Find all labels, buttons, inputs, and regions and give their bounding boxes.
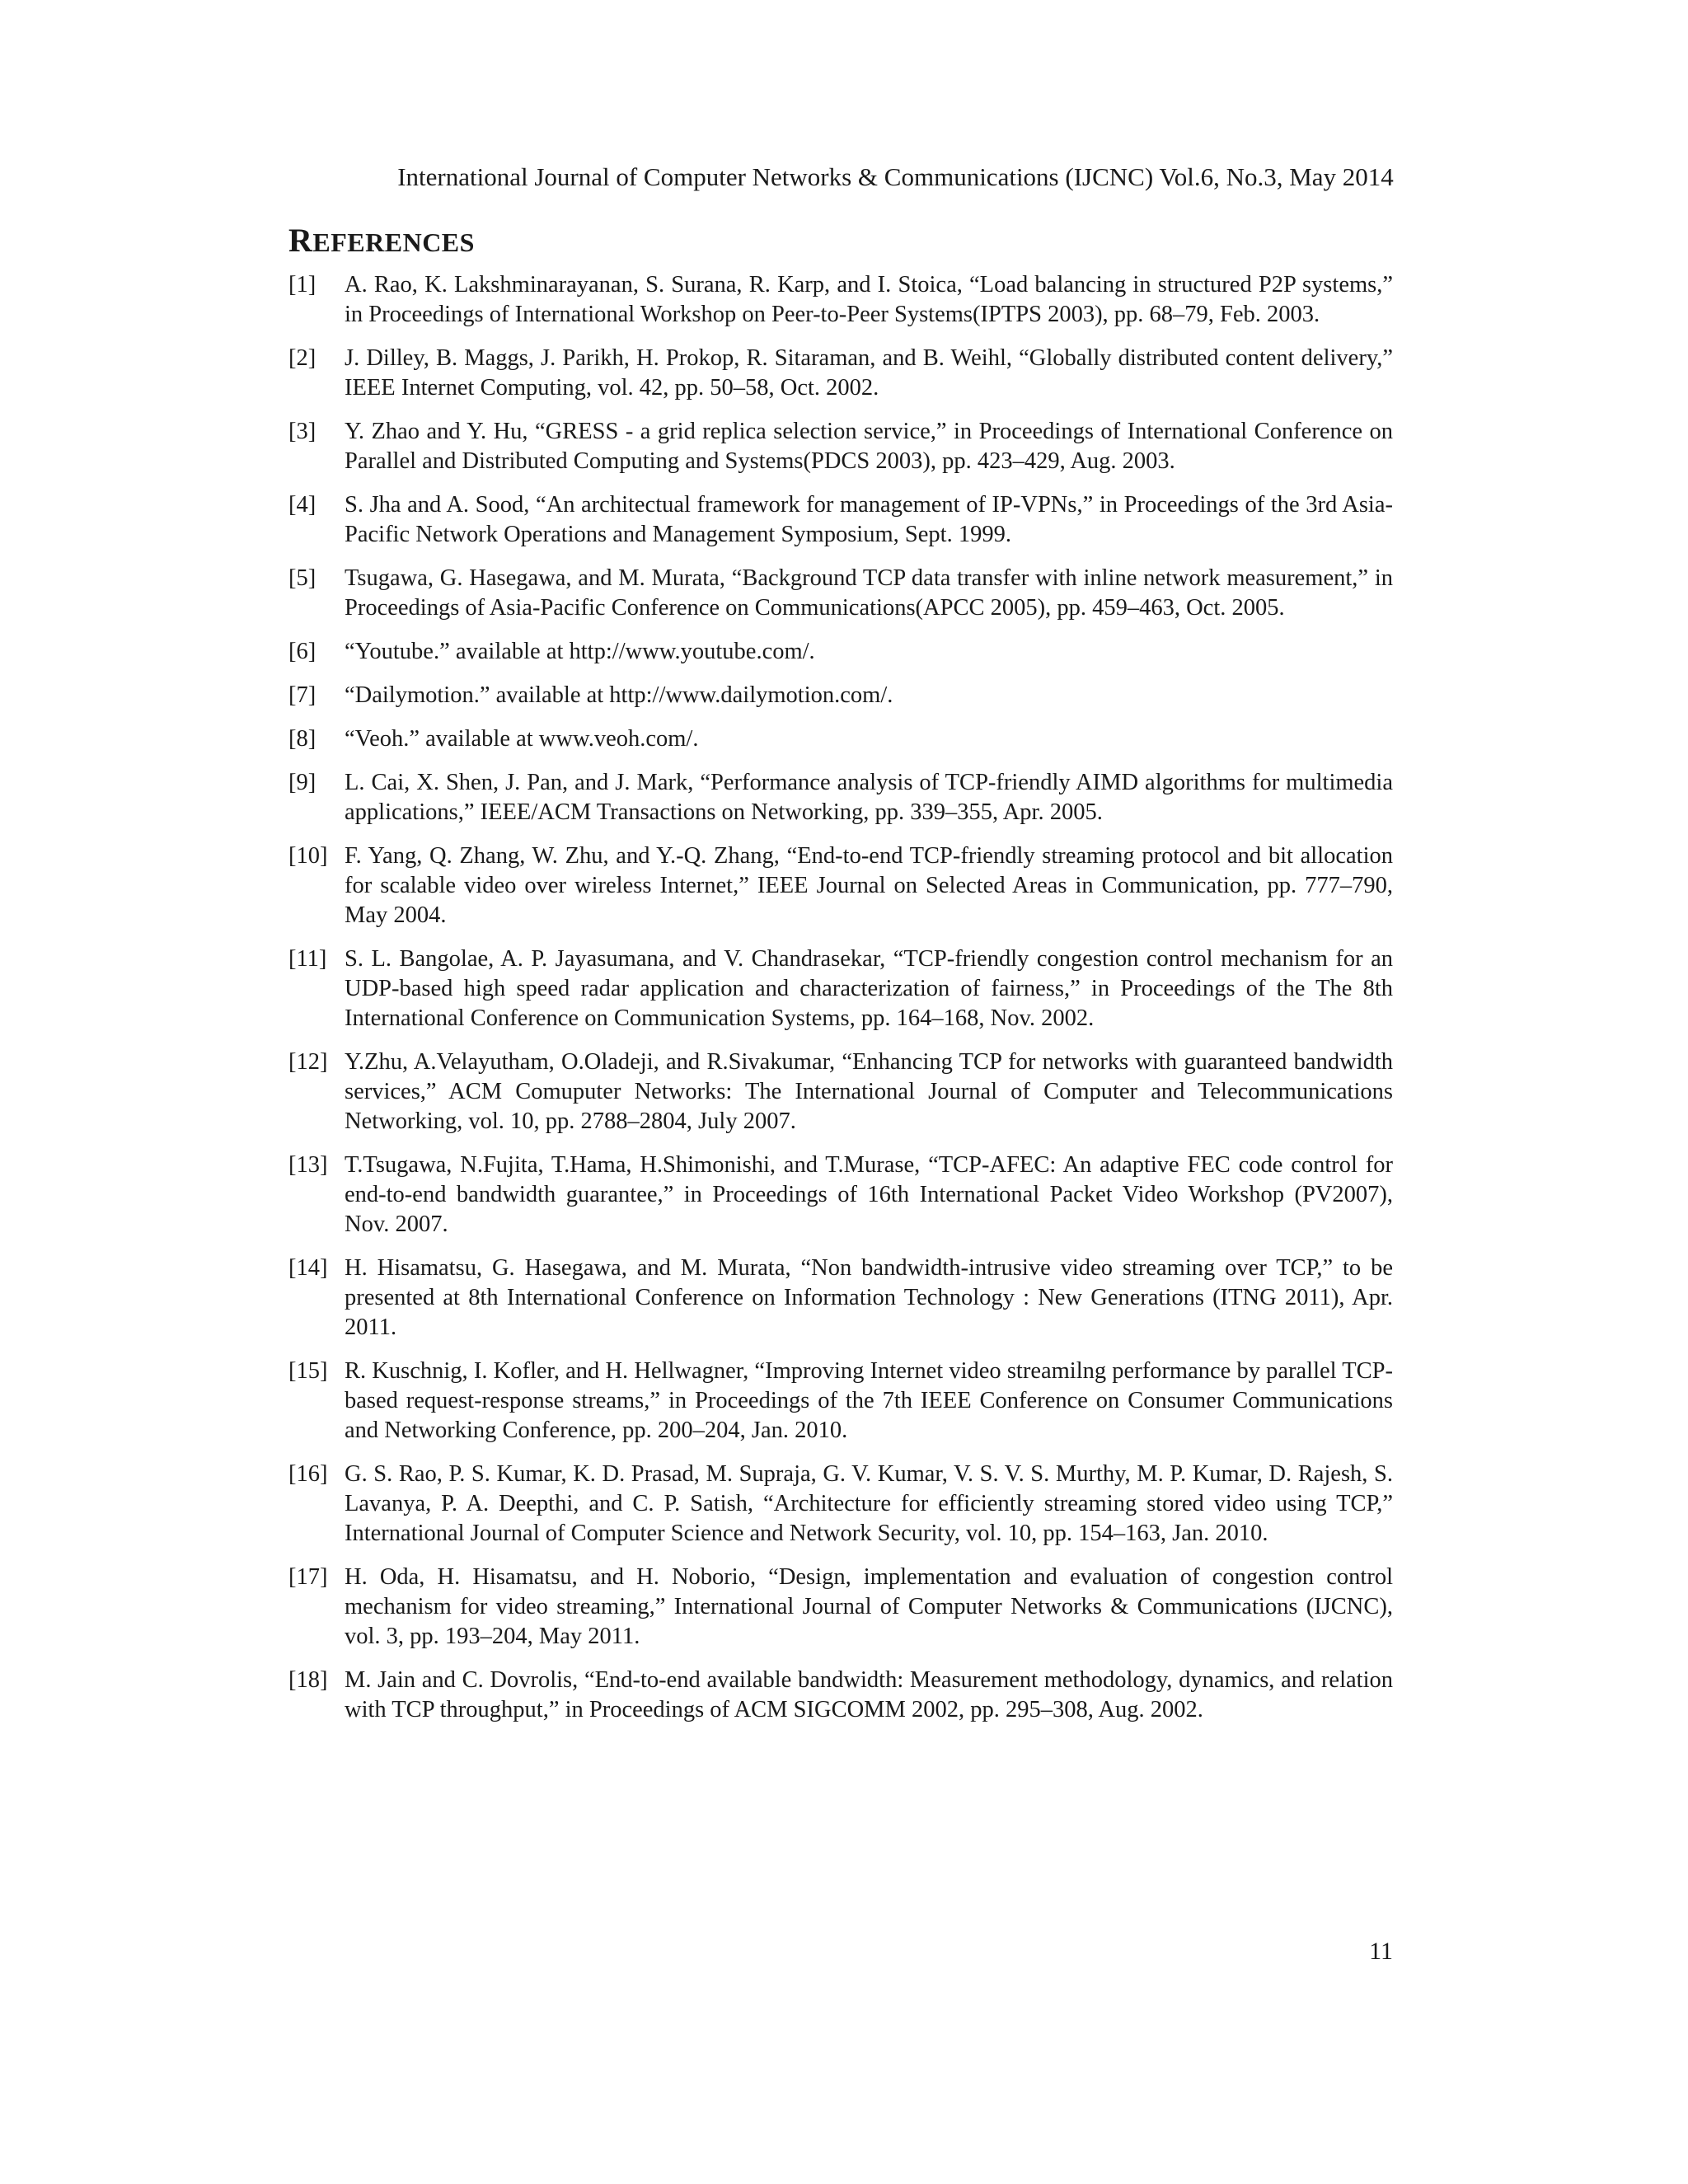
reference-text: Tsugawa, G. Hasegawa, and M. Murata, “Background TCP data transfer with inline network measurement,” in Proceedings of Asia-Pacific Conference on Communications(APCC 2005), pp. 459–463, Oct. 2005. <box>345 565 1393 621</box>
reference-number: [10] <box>288 843 328 869</box>
reference-12 <box>288 1047 1393 1137</box>
reference-6 <box>288 637 1393 667</box>
page-number: 11 <box>1369 1938 1393 1965</box>
reference-number: [16] <box>288 1461 328 1487</box>
reference-5 <box>288 564 1393 623</box>
reference-number: [1] <box>288 272 316 298</box>
reference-text: R. Kuschnig, I. Kofler, and H. Hellwagner, “Improving Internet video streamilng performance by parallel TCP-based request-response streams,” in Proceedings of the 7th IEEE Conference on Consumer Communications and Networking Conference, pp. 200–204, Jan. 2010. <box>345 1358 1393 1443</box>
reference-number: [18] <box>288 1667 328 1693</box>
reference-text: “Youtube.” available at http://www.youtube.com/. <box>345 639 815 664</box>
reference-text: G. S. Rao, P. S. Kumar, K. D. Prasad, M. Supraja, G. V. Kumar, V. S. V. S. Murthy, M. P. Kumar, D. Rajesh, S. Lavanya, P. A. Deepthi, and C. P. Satish, “Architecture for efficiently streaming stored video using TCP,” International Journal of Computer Science and Network Security, vol. 10, pp. 154–163, Jan. 2010. <box>345 1461 1393 1546</box>
reference-text: F. Yang, Q. Zhang, W. Zhu, and Y.-Q. Zhang, “End-to-end TCP-friendly streaming protocol and bit allocation for scalable video over wireless Internet,” IEEE Journal on Selected Areas in Communication, pp. 777–790, May 2004. <box>345 843 1393 928</box>
reference-8 <box>288 724 1393 754</box>
reference-13 <box>288 1151 1393 1240</box>
reference-number: [9] <box>288 770 316 795</box>
reference-number: [15] <box>288 1358 328 1384</box>
reference-number: [14] <box>288 1255 328 1281</box>
reference-text: L. Cai, X. Shen, J. Pan, and J. Mark, “Performance analysis of TCP-friendly AIMD algorithms for multimedia applications,” IEEE/ACM Transactions on Networking, pp. 339–355, Apr. 2005. <box>345 770 1393 825</box>
reference-9 <box>288 768 1393 827</box>
reference-text: “Veoh.” available at www.veoh.com/. <box>345 726 699 752</box>
reference-number: [4] <box>288 492 316 518</box>
reference-text: J. Dilley, B. Maggs, J. Parikh, H. Prokop, R. Sitaraman, and B. Weihl, “Globally distributed content delivery,” IEEE Internet Computing, vol. 42, pp. 50–58, Oct. 2002. <box>345 345 1393 401</box>
reference-14 <box>288 1254 1393 1343</box>
reference-number: [7] <box>288 682 316 708</box>
reference-3 <box>288 417 1393 476</box>
reference-list <box>288 270 1393 1739</box>
reference-text: T.Tsugawa, N.Fujita, T.Hama, H.Shimonishi, and T.Murase, “TCP-AFEC: An adaptive FEC code control for end-to-end bandwidth guarantee,” in Proceedings of 16th International Packet Video Workshop (PV2007), Nov. 2007. <box>345 1152 1393 1237</box>
section-heading <box>288 221 475 262</box>
heading-initial: R <box>288 222 313 259</box>
reference-4 <box>288 490 1393 550</box>
reference-number: [8] <box>288 726 316 752</box>
reference-17 <box>288 1563 1393 1652</box>
reference-2 <box>288 344 1393 403</box>
reference-number: [11] <box>288 946 327 972</box>
reference-7 <box>288 681 1393 710</box>
reference-18 <box>288 1666 1393 1725</box>
reference-text: H. Oda, H. Hisamatsu, and H. Noborio, “Design, implementation and evaluation of congestion control mechanism for video streaming,” International Journal of Computer Networks & Communications (IJCNC), vol. 3, pp. 193–204, May 2011. <box>345 1564 1393 1649</box>
reference-text: H. Hisamatsu, G. Hasegawa, and M. Murata, “Non bandwidth-intrusive video streaming over TCP,” to be presented at 8th International Conference on Information Technology : New Generations (ITNG 2011), Apr. 2011. <box>345 1255 1393 1340</box>
reference-number: [12] <box>288 1049 328 1075</box>
reference-number: [2] <box>288 345 316 371</box>
running-header: International Journal of Computer Networks & Communications (IJCNC) Vol.6, No.3, May 2014 <box>397 162 1394 191</box>
heading-rest: EFERENCES <box>312 227 475 257</box>
reference-text: A. Rao, K. Lakshminarayanan, S. Surana, R. Karp, and I. Stoica, “Load balancing in structured P2P systems,” in Proceedings of International Workshop on Peer-to-Peer Systems(IPTPS 2003), pp. 68–79, Feb. 2003. <box>345 272 1393 327</box>
reference-number: [6] <box>288 639 316 664</box>
reference-16 <box>288 1460 1393 1549</box>
reference-text: “Dailymotion.” available at http://www.dailymotion.com/. <box>345 682 893 708</box>
reference-10 <box>288 841 1393 930</box>
reference-15 <box>288 1357 1393 1446</box>
reference-text: S. L. Bangolae, A. P. Jayasumana, and V. Chandrasekar, “TCP-friendly congestion control mechanism for an UDP-based high speed radar application and characterization of fairness,” in Proceedings of the The 8th International Conference on Communication Systems, pp. 164–168, Nov. 2002. <box>345 946 1393 1031</box>
reference-text: S. Jha and A. Sood, “An architectual framework for management of IP-VPNs,” in Proceedings of the 3rd Asia-Pacific Network Operations and Management Symposium, Sept. 1999. <box>345 492 1393 547</box>
reference-text: Y. Zhao and Y. Hu, “GRESS - a grid replica selection service,” in Proceedings of International Conference on Parallel and Distributed Computing and Systems(PDCS 2003), pp. 423–429, Aug. 2003. <box>345 419 1393 474</box>
reference-number: [13] <box>288 1152 328 1178</box>
reference-number: [5] <box>288 565 316 591</box>
reference-text: Y.Zhu, A.Velayutham, O.Oladeji, and R.Sivakumar, “Enhancing TCP for networks with guaranteed bandwidth services,” ACM Comuputer Networks: The International Journal of Computer and Telecommunications Networking, vol. 10, pp. 2788–2804, July 2007. <box>345 1049 1393 1134</box>
reference-1 <box>288 270 1393 330</box>
reference-number: [17] <box>288 1564 328 1590</box>
reference-11 <box>288 944 1393 1033</box>
reference-number: [3] <box>288 419 316 444</box>
reference-text: M. Jain and C. Dovrolis, “End-to-end available bandwidth: Measurement methodology, dynamics, and relation with TCP throughput,” in Proceedings of ACM SIGCOMM 2002, pp. 295–308, Aug. 2002. <box>345 1667 1393 1722</box>
